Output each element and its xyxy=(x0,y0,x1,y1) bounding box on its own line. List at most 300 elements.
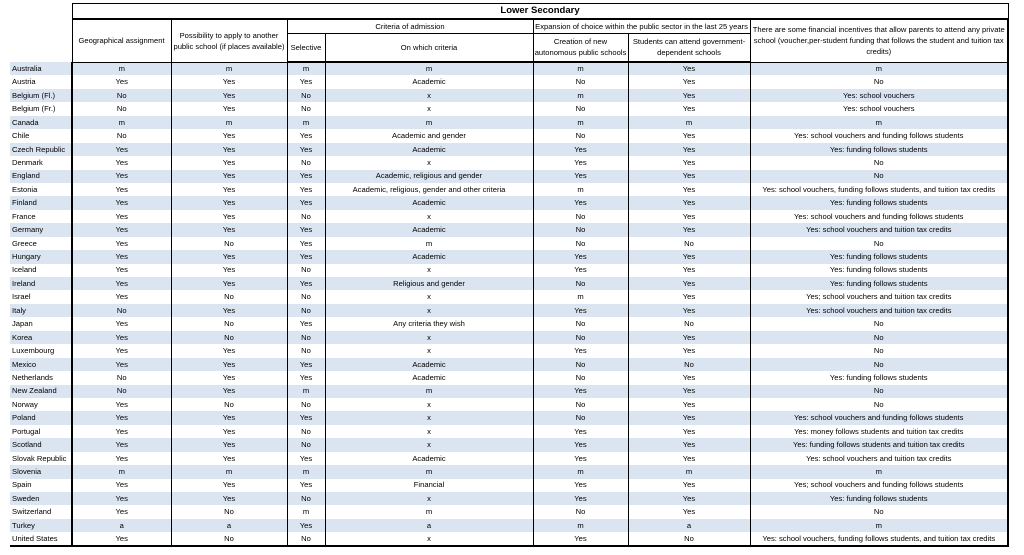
value-cell: No xyxy=(533,317,628,330)
value-cell: Yes xyxy=(287,479,325,492)
country-cell: Hungary xyxy=(10,250,72,263)
table-row xyxy=(10,465,1008,478)
value-cell: No xyxy=(287,492,325,505)
value-cell: No xyxy=(750,344,1008,357)
value-cell: No xyxy=(628,237,750,250)
value-cell: Yes xyxy=(72,317,171,330)
value-cell: m xyxy=(287,505,325,518)
value-cell: Yes xyxy=(628,398,750,411)
value-cell: m xyxy=(533,519,628,532)
value-cell: Yes xyxy=(171,183,287,196)
value-cell: x xyxy=(325,264,533,277)
value-cell: Yes xyxy=(628,505,750,518)
table-row xyxy=(10,196,1008,209)
value-cell: Yes xyxy=(628,89,750,102)
value-cell: No xyxy=(533,237,628,250)
value-cell: Yes xyxy=(72,438,171,451)
value-cell: a xyxy=(325,519,533,532)
value-cell: Yes: school vouchers and funding follows students xyxy=(750,411,1008,424)
value-cell: Yes xyxy=(533,438,628,451)
country-cell: Israel xyxy=(10,290,72,303)
value-cell: Yes xyxy=(171,102,287,115)
value-cell: Yes xyxy=(171,358,287,371)
header-possibility-to-apply: Possibility to apply to another public school (if places available) xyxy=(171,19,287,62)
country-cell: Switzerland xyxy=(10,505,72,518)
value-cell: Yes xyxy=(628,290,750,303)
value-cell: Yes xyxy=(72,358,171,371)
value-cell: m xyxy=(533,183,628,196)
header-selective: Selective xyxy=(287,33,325,62)
value-cell: Yes xyxy=(628,344,750,357)
value-cell: No xyxy=(533,277,628,290)
table-row xyxy=(10,532,1008,545)
value-cell: m xyxy=(750,62,1008,75)
value-cell: m xyxy=(628,116,750,129)
value-cell: Yes xyxy=(72,425,171,438)
value-cell: Yes xyxy=(171,264,287,277)
value-cell: Yes: funding follows students xyxy=(750,277,1008,290)
table-row xyxy=(10,452,1008,465)
value-cell: Yes xyxy=(171,143,287,156)
value-cell: x xyxy=(325,304,533,317)
value-cell: m xyxy=(287,116,325,129)
value-cell: Yes xyxy=(533,143,628,156)
value-cell: Yes xyxy=(628,304,750,317)
value-cell: m xyxy=(533,465,628,478)
country-cell: Norway xyxy=(10,398,72,411)
value-cell: Yes: school vouchers xyxy=(750,89,1008,102)
value-cell: Yes xyxy=(533,385,628,398)
table-row xyxy=(10,143,1008,156)
value-cell: Yes xyxy=(628,277,750,290)
value-cell: No xyxy=(287,304,325,317)
value-cell: m xyxy=(325,116,533,129)
country-cell: United States xyxy=(10,532,72,545)
value-cell: Yes xyxy=(171,170,287,183)
value-cell: a xyxy=(171,519,287,532)
value-cell: Yes xyxy=(72,75,171,88)
value-cell: No xyxy=(750,237,1008,250)
value-cell: Yes xyxy=(287,358,325,371)
value-cell: Yes: school vouchers xyxy=(750,102,1008,115)
value-cell: Yes xyxy=(628,452,750,465)
value-cell: Yes xyxy=(287,452,325,465)
country-cell: Chile xyxy=(10,129,72,142)
table-row xyxy=(10,304,1008,317)
value-cell: No xyxy=(72,371,171,384)
value-cell: m xyxy=(533,290,628,303)
value-cell: Yes xyxy=(628,183,750,196)
value-cell: Yes xyxy=(533,264,628,277)
value-cell: No xyxy=(171,237,287,250)
value-cell: m xyxy=(325,385,533,398)
value-cell: Yes xyxy=(628,210,750,223)
value-cell: x xyxy=(325,290,533,303)
table-row xyxy=(10,183,1008,196)
value-cell: x xyxy=(325,344,533,357)
country-cell: Scotland xyxy=(10,438,72,451)
country-cell: Ireland xyxy=(10,277,72,290)
value-cell: Yes xyxy=(72,170,171,183)
value-cell: No xyxy=(287,89,325,102)
value-cell: No xyxy=(750,398,1008,411)
table-row xyxy=(10,290,1008,303)
country-cell: Netherlands xyxy=(10,371,72,384)
value-cell: Yes xyxy=(533,479,628,492)
value-cell: Yes xyxy=(628,223,750,236)
value-cell: Yes xyxy=(628,331,750,344)
value-cell: x xyxy=(325,102,533,115)
value-cell: Yes xyxy=(287,250,325,263)
value-cell: No xyxy=(628,317,750,330)
value-cell: m xyxy=(325,505,533,518)
value-cell: No xyxy=(171,317,287,330)
value-cell: m xyxy=(628,465,750,478)
country-cell: Czech Republic xyxy=(10,143,72,156)
value-cell: a xyxy=(72,519,171,532)
table-row xyxy=(10,385,1008,398)
corner-cell xyxy=(10,4,72,20)
value-cell: Yes xyxy=(171,344,287,357)
value-cell: No xyxy=(533,223,628,236)
value-cell: m xyxy=(533,62,628,75)
value-cell: Yes xyxy=(628,411,750,424)
country-cell: England xyxy=(10,170,72,183)
value-cell: Yes xyxy=(628,425,750,438)
country-cell: Belgium (Fr.) xyxy=(10,102,72,115)
value-cell: Academic, religious, gender and other criteria xyxy=(325,183,533,196)
value-cell: No xyxy=(171,331,287,344)
value-cell: Yes: funding follows students xyxy=(750,371,1008,384)
value-cell: No xyxy=(533,371,628,384)
value-cell: No xyxy=(287,331,325,344)
value-cell: No xyxy=(533,358,628,371)
value-cell: Yes xyxy=(628,156,750,169)
country-cell: Slovenia xyxy=(10,465,72,478)
value-cell: Yes xyxy=(533,452,628,465)
value-cell: Yes xyxy=(171,250,287,263)
value-cell: Yes xyxy=(171,492,287,505)
country-cell: Australia xyxy=(10,62,72,75)
value-cell: Yes xyxy=(628,371,750,384)
country-cell: Finland xyxy=(10,196,72,209)
table-row xyxy=(10,519,1008,532)
value-cell: x xyxy=(325,492,533,505)
table-row xyxy=(10,62,1008,75)
country-cell: Canada xyxy=(10,116,72,129)
value-cell: m xyxy=(287,385,325,398)
value-cell: Religious and gender xyxy=(325,277,533,290)
value-cell: No xyxy=(750,156,1008,169)
country-cell: Germany xyxy=(10,223,72,236)
value-cell: m xyxy=(325,465,533,478)
country-cell: Japan xyxy=(10,317,72,330)
value-cell: Academic xyxy=(325,223,533,236)
table-row xyxy=(10,438,1008,451)
value-cell: x xyxy=(325,398,533,411)
value-cell: Any criteria they wish xyxy=(325,317,533,330)
value-cell: No xyxy=(533,129,628,142)
value-cell: Yes: school vouchers and tuition tax credits xyxy=(750,304,1008,317)
value-cell: Yes xyxy=(533,492,628,505)
value-cell: Yes xyxy=(72,210,171,223)
value-cell: Yes xyxy=(72,223,171,236)
value-cell: Yes: school vouchers and tuition tax credits xyxy=(750,223,1008,236)
value-cell: Yes xyxy=(72,264,171,277)
table-row xyxy=(10,116,1008,129)
country-cell: Iceland xyxy=(10,264,72,277)
value-cell: No xyxy=(287,156,325,169)
value-cell: Yes xyxy=(72,290,171,303)
value-cell: m xyxy=(72,62,171,75)
value-cell: Yes; school vouchers and funding follows students xyxy=(750,479,1008,492)
value-cell: No xyxy=(750,385,1008,398)
value-cell: Yes xyxy=(72,492,171,505)
value-cell: m xyxy=(750,116,1008,129)
value-cell: No xyxy=(750,505,1008,518)
value-cell: Yes xyxy=(287,223,325,236)
value-cell: Yes xyxy=(72,237,171,250)
value-cell: m xyxy=(533,116,628,129)
value-cell: m xyxy=(533,89,628,102)
table-row xyxy=(10,425,1008,438)
value-cell: a xyxy=(628,519,750,532)
value-cell: Financial xyxy=(325,479,533,492)
table-title: Lower Secondary xyxy=(72,4,1008,20)
value-cell: Yes xyxy=(287,237,325,250)
value-cell: No xyxy=(533,398,628,411)
value-cell: x xyxy=(325,156,533,169)
value-cell: Yes xyxy=(533,425,628,438)
value-cell: Yes xyxy=(287,371,325,384)
value-cell: No xyxy=(628,358,750,371)
value-cell: Yes xyxy=(171,425,287,438)
value-cell: m xyxy=(325,237,533,250)
country-cell: Denmark xyxy=(10,156,72,169)
value-cell: m xyxy=(287,62,325,75)
value-cell: Yes xyxy=(171,385,287,398)
value-cell: x xyxy=(325,331,533,344)
header-criteria-of-admission: Criteria of admission xyxy=(287,19,533,33)
value-cell: Yes xyxy=(287,277,325,290)
value-cell: Yes xyxy=(171,129,287,142)
value-cell: Academic, religious and gender xyxy=(325,170,533,183)
value-cell: m xyxy=(287,465,325,478)
country-cell: Korea xyxy=(10,331,72,344)
value-cell: No xyxy=(750,331,1008,344)
country-cell: Italy xyxy=(10,304,72,317)
value-cell: m xyxy=(171,62,287,75)
value-cell: Yes xyxy=(171,479,287,492)
value-cell: Yes xyxy=(72,277,171,290)
value-cell: No xyxy=(287,264,325,277)
value-cell: Yes xyxy=(628,62,750,75)
country-cell: Belgium (Fl.) xyxy=(10,89,72,102)
value-cell: Yes; school vouchers and tuition tax credits xyxy=(750,290,1008,303)
value-cell: Yes: school vouchers, funding follows students, and tuition tax credits xyxy=(750,532,1008,545)
table-row xyxy=(10,371,1008,384)
value-cell: Academic xyxy=(325,143,533,156)
country-cell: Portugal xyxy=(10,425,72,438)
value-cell: Yes xyxy=(628,102,750,115)
value-cell: m xyxy=(750,519,1008,532)
value-cell: No xyxy=(287,398,325,411)
value-cell: Academic xyxy=(325,250,533,263)
value-cell: Yes: school vouchers and funding follows students xyxy=(750,210,1008,223)
value-cell: No xyxy=(287,438,325,451)
value-cell: Yes xyxy=(628,438,750,451)
value-cell: Yes xyxy=(72,156,171,169)
value-cell: Yes xyxy=(287,170,325,183)
country-cell: Spain xyxy=(10,479,72,492)
country-cell: New Zealand xyxy=(10,385,72,398)
value-cell: Yes xyxy=(533,304,628,317)
value-cell: x xyxy=(325,210,533,223)
value-cell: Yes xyxy=(628,264,750,277)
value-cell: Yes xyxy=(287,196,325,209)
table-body xyxy=(10,62,1008,546)
value-cell: No xyxy=(533,210,628,223)
value-cell: No xyxy=(171,398,287,411)
value-cell: No xyxy=(287,532,325,545)
value-cell: x xyxy=(325,411,533,424)
value-cell: No xyxy=(72,89,171,102)
value-cell: Yes xyxy=(72,398,171,411)
table-row xyxy=(10,505,1008,518)
value-cell: Yes xyxy=(287,317,325,330)
value-cell: No xyxy=(171,532,287,545)
value-cell: Yes: school vouchers and funding follows students xyxy=(750,129,1008,142)
table-row xyxy=(10,237,1008,250)
value-cell: Yes xyxy=(533,344,628,357)
header-creation-autonomous-schools: Creation of new autonomous public schools xyxy=(533,33,628,62)
country-cell: Greece xyxy=(10,237,72,250)
value-cell: Yes xyxy=(171,371,287,384)
table-row xyxy=(10,479,1008,492)
value-cell: Yes xyxy=(171,304,287,317)
value-cell: Yes xyxy=(628,75,750,88)
value-cell: No xyxy=(628,532,750,545)
value-cell: No xyxy=(171,290,287,303)
table-row xyxy=(10,156,1008,169)
value-cell: Yes xyxy=(533,196,628,209)
table-row xyxy=(10,223,1008,236)
value-cell: Yes xyxy=(72,183,171,196)
country-cell: Estonia xyxy=(10,183,72,196)
table-row xyxy=(10,398,1008,411)
value-cell: Yes xyxy=(287,129,325,142)
table-row xyxy=(10,89,1008,102)
value-cell: No xyxy=(287,425,325,438)
value-cell: Academic xyxy=(325,452,533,465)
table-row xyxy=(10,358,1008,371)
value-cell: Yes xyxy=(72,505,171,518)
country-cell: Poland xyxy=(10,411,72,424)
value-cell: Yes xyxy=(72,411,171,424)
value-cell: No xyxy=(287,290,325,303)
value-cell: Yes: money follows students and tuition tax credits xyxy=(750,425,1008,438)
value-cell: Academic xyxy=(325,358,533,371)
value-cell: Yes xyxy=(287,411,325,424)
table-row xyxy=(10,170,1008,183)
table-row xyxy=(10,102,1008,115)
value-cell: Yes xyxy=(171,277,287,290)
value-cell: x xyxy=(325,89,533,102)
value-cell: Yes xyxy=(533,170,628,183)
value-cell: No xyxy=(287,102,325,115)
value-cell: x xyxy=(325,532,533,545)
value-cell: Yes xyxy=(72,344,171,357)
value-cell: No xyxy=(533,411,628,424)
value-cell: Yes xyxy=(287,183,325,196)
value-cell: Yes: school vouchers and tuition tax credits xyxy=(750,452,1008,465)
value-cell: Yes xyxy=(628,196,750,209)
value-cell: Yes xyxy=(287,143,325,156)
value-cell: No xyxy=(750,75,1008,88)
value-cell: Yes xyxy=(171,75,287,88)
value-cell: No xyxy=(533,331,628,344)
header-government-dependent-schools: Students can attend government-dependent schools xyxy=(628,33,750,62)
value-cell: Yes xyxy=(628,143,750,156)
table-row xyxy=(10,129,1008,142)
value-cell: Yes: funding follows students and tuition tax credits xyxy=(750,438,1008,451)
value-cell: m xyxy=(171,116,287,129)
value-cell: m xyxy=(72,465,171,478)
value-cell: Yes xyxy=(72,250,171,263)
value-cell: Yes xyxy=(72,196,171,209)
value-cell: Yes xyxy=(72,143,171,156)
value-cell: Yes: funding follows students xyxy=(750,143,1008,156)
value-cell: Academic xyxy=(325,75,533,88)
value-cell: No xyxy=(533,75,628,88)
value-cell: Yes xyxy=(171,89,287,102)
value-cell: No xyxy=(287,344,325,357)
value-cell: m xyxy=(325,62,533,75)
value-cell: Yes: funding follows students xyxy=(750,492,1008,505)
table-row xyxy=(10,331,1008,344)
value-cell: Yes xyxy=(171,223,287,236)
value-cell: No xyxy=(533,505,628,518)
value-cell: No xyxy=(287,210,325,223)
value-cell: No xyxy=(533,102,628,115)
value-cell: Yes xyxy=(171,438,287,451)
country-cell: Luxembourg xyxy=(10,344,72,357)
table-row xyxy=(10,250,1008,263)
value-cell: Yes xyxy=(628,385,750,398)
table-row xyxy=(10,344,1008,357)
value-cell: Yes xyxy=(628,250,750,263)
value-cell: m xyxy=(171,465,287,478)
value-cell: Yes xyxy=(533,250,628,263)
table-row xyxy=(10,210,1008,223)
value-cell: Yes xyxy=(171,452,287,465)
table-row xyxy=(10,264,1008,277)
country-cell: Austria xyxy=(10,75,72,88)
school-choice-table xyxy=(10,3,1009,547)
value-cell: m xyxy=(750,465,1008,478)
value-cell: Academic xyxy=(325,196,533,209)
value-cell: Yes xyxy=(72,532,171,545)
value-cell: No xyxy=(72,129,171,142)
table-row xyxy=(10,277,1008,290)
country-cell: Turkey xyxy=(10,519,72,532)
value-cell: No xyxy=(750,170,1008,183)
value-cell: Yes xyxy=(171,411,287,424)
value-cell: No xyxy=(72,102,171,115)
value-cell: Yes: funding follows students xyxy=(750,250,1008,263)
value-cell: x xyxy=(325,425,533,438)
value-cell: Yes xyxy=(287,75,325,88)
